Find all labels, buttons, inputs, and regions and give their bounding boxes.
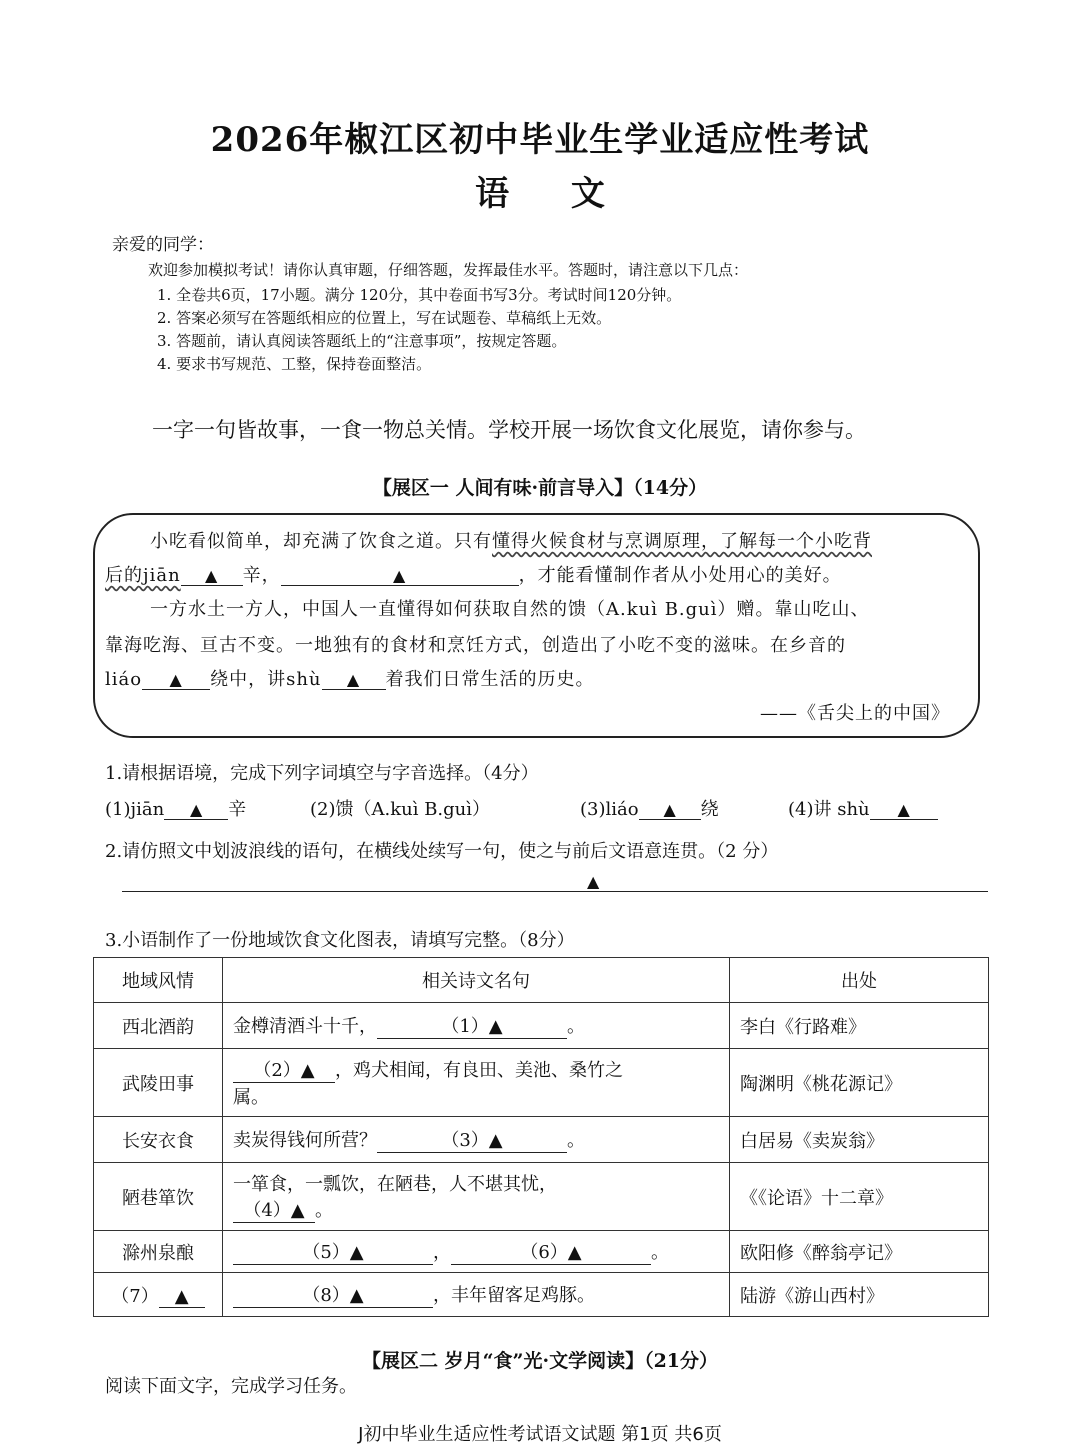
passage-line-2: 后的jiān ▲ 辛， ▲ ，才能看懂制作者从小处用心的美好。 [105,565,842,586]
lead-sentence: 一字一句皆故事，一食一物总关情。学校开展一场饮食文化展览，请你参与。 [152,418,866,442]
exam-title: 2026年椒江区初中毕业生学业适应性考试 [210,120,870,160]
table-row: 武陵田事 （2）▲ ，鸡犬相闻，有良田、美池、桑竹之 属。 陶渊明《桃花源记》 [94,1049,989,1117]
q1-item-1: (1)jiān ▲ 辛 [105,799,247,820]
section2-instruction: 阅读下面文字，完成学习任务。 [105,1376,357,1397]
fill-4[interactable]: （4）▲ [233,1196,315,1223]
fill-5[interactable]: （5）▲ [233,1238,433,1265]
blank-liao[interactable]: ▲ [142,671,210,690]
passage-line-1: 小吃看似简单，却充满了饮食之道。只有懂得火候食材与烹调原理，了解每一个小吃背 [150,531,872,552]
fill-1[interactable]: （1）▲ [377,1012,567,1039]
table-row: 陋巷箪饮 一箪食，一瓢饮，在陋巷，人不堪其忧， （4）▲ 。 《《论语》十二章》 [94,1163,989,1231]
subject-title: 语 文 [475,174,605,214]
passage-source: ——《舌尖上的中国》 [760,703,950,724]
q1-answer-3[interactable]: ▲ [639,801,701,820]
fill-2[interactable]: （2）▲ [233,1056,335,1083]
q1-item-2: (2)馈（A.kuì B.guì） [310,799,491,820]
fill-6[interactable]: （6）▲ [451,1238,651,1265]
passage-line-5: liáo ▲ 绕中，讲shù ▲ 着我们日常生活的历史。 [105,669,595,690]
question-2-prompt: 2.请仿照文中划波浪线的语句，在横线处续写一句，使之与前后文语意连贯。（2 分） [105,841,779,862]
note-item: 4. 要求书写规范、工整，保持卷面整洁。 [157,355,432,373]
page-footer: J初中毕业生适应性考试语文试题 第1页 共6页 [358,1424,722,1445]
q1-answer-4[interactable]: ▲ [870,801,938,820]
blank-jian[interactable]: ▲ [181,567,243,586]
note-item: 2. 答案必须写在答题纸相应的位置上，写在试题卷、草稿纸上无效。 [157,309,612,327]
blank-continue-sentence[interactable]: ▲ [281,567,519,586]
fill-8[interactable]: （8）▲ [233,1281,433,1308]
q1-answer-1[interactable]: ▲ [164,801,228,820]
section2-heading: 【展区二 岁月“食”光·文学阅读】（21分） [361,1350,719,1372]
header-region: 地域风情 [94,958,223,1003]
question-3-prompt: 3.小语制作了一份地域饮食文化图表，请填写完整。（8分） [105,930,575,951]
fill-3[interactable]: （3）▲ [377,1126,567,1153]
table-row: 西北酒韵 金樽清酒斗十千， （1）▲ 。 李白《行路难》 [94,1003,989,1049]
question-1-prompt: 1.请根据语境，完成下列字词填空与字音选择。（4分） [105,763,539,784]
table-header-row [94,958,989,1003]
passage-line-4: 靠海吃海、亘古不变。一地独有的食材和烹饪方式，创造出了小吃不变的滋味。在乡音的 [105,635,846,656]
note-item: 1. 全卷共6页，17小题。满分 120分，其中卷面书写3分。考试时间120分钟。 [157,286,682,304]
blank-shu[interactable]: ▲ [322,671,386,690]
q2-marker: ▲ [587,872,600,891]
q1-item-4: (4)讲 shù ▲ [788,795,938,821]
q2-answer-line[interactable] [122,891,988,892]
table-row: 滁州泉酿 （5）▲ ， （6）▲ 。 欧阳修《醉翁亭记》 [94,1231,989,1273]
table-row: 长安衣食 卖炭得钱何所营？ （3）▲ 。 白居易《卖炭翁》 [94,1117,989,1163]
header-quote: 相关诗文名句 [223,958,730,1003]
wavy-sentence: 懂得火候食材与烹调原理，了解每一个小吃背 [492,531,872,552]
note-item: 3. 答题前，请认真阅读答题纸上的“注意事项”，按规定答题。 [157,332,567,350]
fill-7[interactable]: ▲ [159,1286,205,1308]
q1-item-3: (3)liáo ▲ 绕 [580,799,719,820]
header-source: 出处 [730,958,989,1003]
table-row: （7） ▲ （8）▲ ，丰年留客足鸡豚。 陆游《游山西村》 [94,1273,989,1317]
culture-table [93,957,989,1317]
section1-heading: 【展区一 人间有味·前言导入】（14分） [372,477,708,499]
instructions-intro: 欢迎参加模拟考试！请你认真审题，仔细答题，发挥最佳水平。答题时，请注意以下几点： [148,261,749,279]
passage-line-3: 一方水土一方人，中国人一直懂得如何获取自然的馈（A.kuì B.guì）赠。靠山吃山、 [150,599,870,620]
greeting: 亲爱的同学： [112,235,214,255]
